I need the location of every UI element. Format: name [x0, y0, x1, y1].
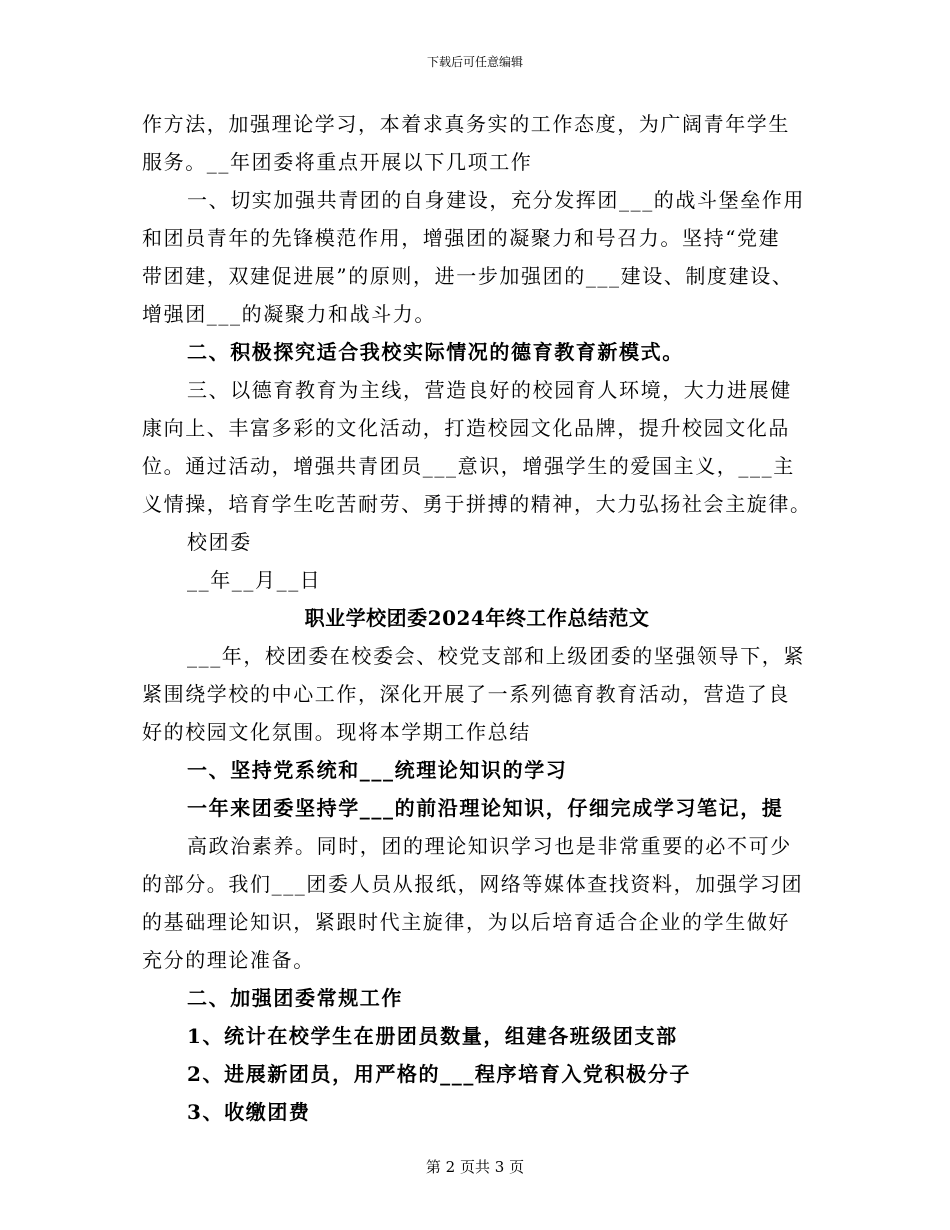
document-title: 职业学校团委2024年终工作总结范文	[304, 606, 650, 630]
list-item: 2、进展新团员，用严格的___程序培育入党积极分子	[187, 1062, 691, 1086]
signature-date: __年__月__日	[187, 568, 322, 592]
paragraph-line: 康向上、丰富多彩的文化活动，打造校园文化品牌，提升校园文化品	[142, 416, 790, 440]
paragraph-line: 的部分。我们___团委人员从报纸，网络等媒体查找资料，加强学习团	[142, 872, 804, 896]
paragraph-line: 充分的理论准备。	[142, 948, 315, 972]
paragraph-line: 和团员青年的先锋模范作用，增强团的凝聚力和号召力。坚持“党建	[142, 226, 781, 250]
section-heading: 二、加强团委常规工作	[187, 986, 403, 1010]
paragraph-line: 三、以德育教育为主线，营造良好的校园育人环境，大力进展健	[187, 378, 792, 402]
paragraph-line: 位。通过活动，增强共青团员___意识，增强学生的爱国主义，___主	[142, 454, 795, 478]
page-header: 下载后可任意编辑	[426, 55, 523, 69]
paragraph-line: 增强团___的凝聚力和战斗力。	[142, 302, 436, 326]
paragraph-line: ___年，校团委在校委会、校党支部和上级团委的坚强领导下，紧	[187, 644, 805, 668]
paragraph-line: 义情操，培育学生吃苦耐劳、勇于拼搏的精神，大力弘扬社会主旋律。	[142, 492, 812, 516]
paragraph-line: 高政治素养。同时，团的理论知识学习也是非常重要的必不可少	[187, 834, 792, 858]
list-item: 1、统计在校学生在册团员数量，组建各班级团支部	[187, 1024, 678, 1048]
paragraph-line: 好的校园文化氛围。现将本学期工作总结	[142, 720, 531, 744]
page-footer: 第 2 页共 3 页	[425, 1158, 525, 1176]
paragraph-line: 带团建，双建促进展”的原则，进一步加强团的___建设、制度建设、	[142, 264, 794, 288]
section-heading: 一、坚持党系统和___统理论知识的学习	[187, 758, 568, 782]
signature-org: 校团委	[187, 530, 252, 554]
section-heading: 二、积极探究适合我校实际情况的德育教育新模式。	[187, 340, 684, 364]
paragraph-line: 服务。__年团委将重点开展以下几项工作	[142, 150, 533, 174]
list-item: 3、收缴团费	[187, 1100, 311, 1124]
document-body	[142, 105, 812, 1131]
paragraph-line: 作方法，加强理论学习，本着求真务实的工作态度，为广阔青年学生	[142, 112, 790, 136]
paragraph-line: 的基础理论知识，紧跟时代主旋律，为以后培育适合企业的学生做好	[142, 910, 790, 934]
paragraph-line: 一、切实加强共青团的自身建设，充分发挥团___的战斗堡垒作用	[187, 188, 805, 212]
paragraph-line: 一年来团委坚持学___的前沿理论知识，仔细完成学习笔记，提	[187, 796, 784, 820]
paragraph-line: 紧围绕学校的中心工作，深化开展了一系列德育教育活动，营造了良	[142, 682, 790, 706]
